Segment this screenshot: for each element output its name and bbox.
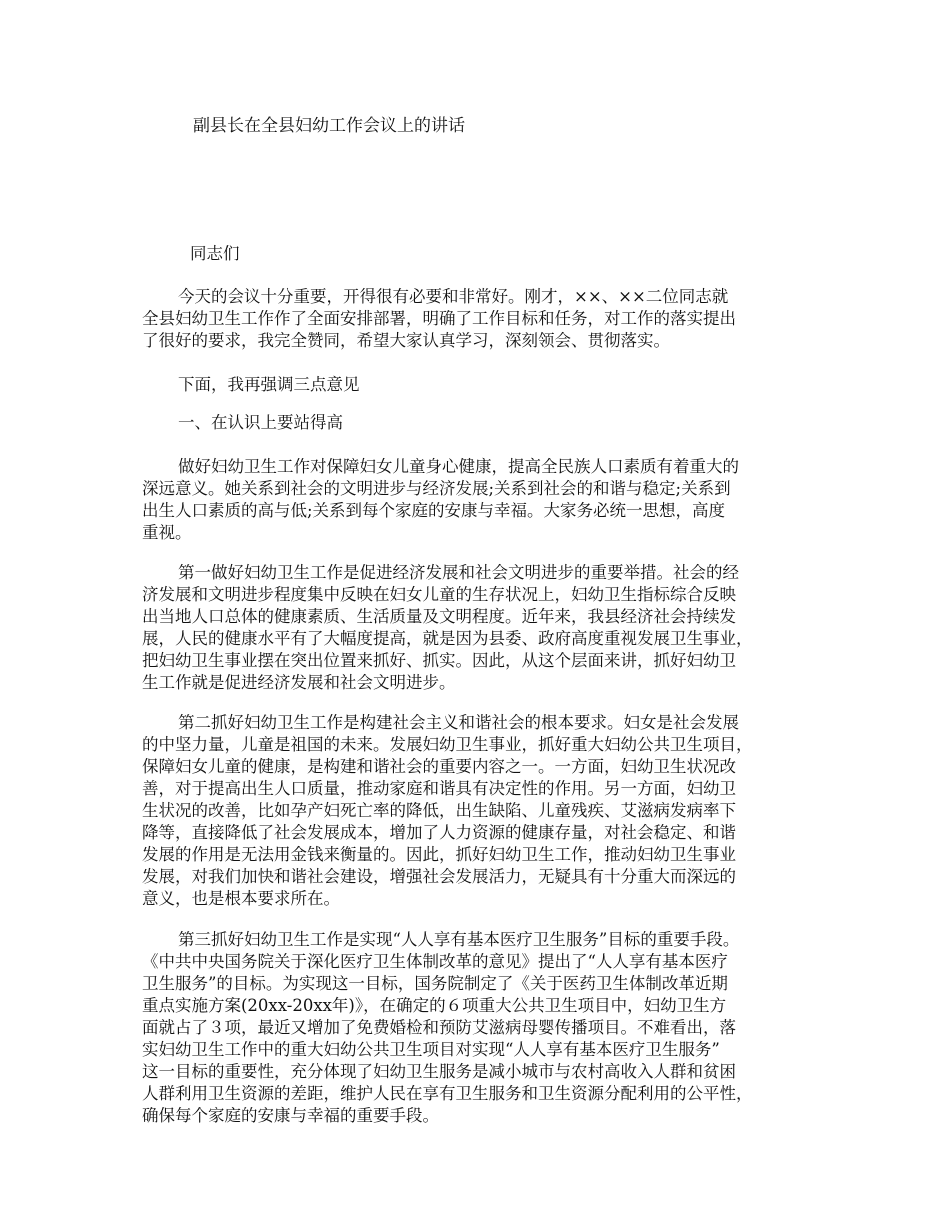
paragraph-line: 的中坚力量，儿童是祖国的未来。发展妇幼卫生事业，抓好重大妇幼公共卫生项目， (142, 735, 753, 754)
paragraph-line: 保障妇女儿童的健康，是构建和谐社会的重要内容之一。一方面，妇幼卫生状况改 (142, 757, 736, 776)
paragraph-line: 做好妇幼卫生工作对保障妇女儿童身心健康，提高全民族人口素质有着重大的 (178, 457, 739, 476)
paragraph-line: 深远意义。她关系到社会的文明进步与经济发展;关系到社会的和谐与稳定;关系到 (142, 479, 731, 498)
paragraph-line: 第二抓好妇幼卫生工作是构建社会主义和谐社会的根本要求。妇女是社会发展 (178, 713, 739, 732)
paragraph-line: 下面，我再强调三点意见 (178, 375, 360, 394)
paragraph-line: 全县妇幼卫生工作作了全面安排部署，明确了工作目标和任务，对工作的落实提出 (142, 309, 736, 328)
paragraph-line: 第三抓好妇幼卫生工作是实现“人人享有基本医疗卫生服务”目标的重要手段。 (178, 930, 740, 949)
paragraph-line: 发展，对我们加快和谐社会建设，增强社会发展活力，无疑具有十分重大而深远的 (142, 867, 736, 886)
paragraph-line: 生状况的改善，比如孕产妇死亡率的降低，出生缺陷、儿童残疾、艾滋病发病率下 (142, 801, 736, 820)
paragraph-line: 今天的会议十分重要，开得很有必要和非常好。刚才，××、××二位同志就 (178, 287, 729, 306)
paragraph-line: 意义，也是根本要求所在。 (142, 889, 340, 908)
paragraph-line: 《中共中央国务院关于深化医疗卫生体制改革的意见》提出了“人人享有基本医疗 (142, 952, 728, 971)
paragraph-line: 人群利用卫生资源的差距，维护人民在享有卫生服务和卫生资源分配利用的公平性， (142, 1084, 753, 1103)
paragraph-line: 了很好的要求，我完全赞同，希望大家认真学习，深刻领会、贯彻落实。 (142, 331, 670, 350)
paragraph-line: 面就占了３项，最近又增加了免费婚检和预防艾滋病母婴传播项目。不难看出，落 (142, 1018, 736, 1037)
paragraph-line: 重点实施方案(20xx-20xx年)》，在确定的６项重大公共卫生项目中，妇幼卫生方 (142, 996, 727, 1015)
paragraph-line: 出生人口素质的高与低;关系到每个家庭的安康与幸福。大家务必统一思想，高度 (142, 501, 726, 520)
paragraph-line: 第一做好妇幼卫生工作是促进经济发展和社会文明进步的重要举措。社会的经 (178, 563, 739, 582)
page-title: 副县长在全县妇幼工作会议上的讲话 (193, 116, 465, 136)
paragraph-line: 这一目标的重要性，充分体现了妇幼卫生服务是减小城市与农村高收入人群和贫困 (142, 1062, 736, 1081)
paragraph-line: 确保每个家庭的安康与幸福的重要手段。 (142, 1106, 439, 1125)
paragraph-line: 生工作就是促进经济发展和社会文明进步。 (142, 673, 456, 692)
paragraph-line: 降等，直接降低了社会发展成本，增加了人力资源的健康存量，对社会稳定、和谐 (142, 823, 736, 842)
paragraph-line: 善，对于提高出生人口质量，推动家庭和谐具有决定性的作用。另一方面，妇幼卫 (142, 779, 736, 798)
paragraph-line: 出当地人口总体的健康素质、生活质量及文明程度。近年来，我县经济社会持续发 (142, 607, 736, 626)
paragraph-line: 发展的作用是无法用金钱来衡量的。因此，抓好妇幼卫生工作，推动妇幼卫生事业 (142, 845, 736, 864)
section-heading: 一、在认识上要站得高 (178, 413, 343, 432)
paragraph-line: 重视。 (142, 523, 192, 542)
paragraph-line: 卫生服务”的目标。为实现这一目标，国务院制定了《关于医药卫生体制改革近期 (142, 974, 728, 993)
paragraph-line: 展，人民的健康水平有了大幅度提高，就是因为县委、政府高度重视发展卫生事业， (142, 629, 753, 648)
salutation: 同志们 (190, 244, 240, 263)
paragraph-line: 实妇幼卫生工作中的重大妇幼公共卫生项目对实现“人人享有基本医疗卫生服务” (142, 1040, 720, 1059)
paragraph-line: 济发展和文明进步程度集中反映在妇女儿童的生存状况上，妇幼卫生指标综合反映 (142, 585, 736, 604)
paragraph-line: 把妇幼卫生事业摆在突出位置来抓好、抓实。因此，从这个层面来讲，抓好妇幼卫 (142, 651, 736, 670)
